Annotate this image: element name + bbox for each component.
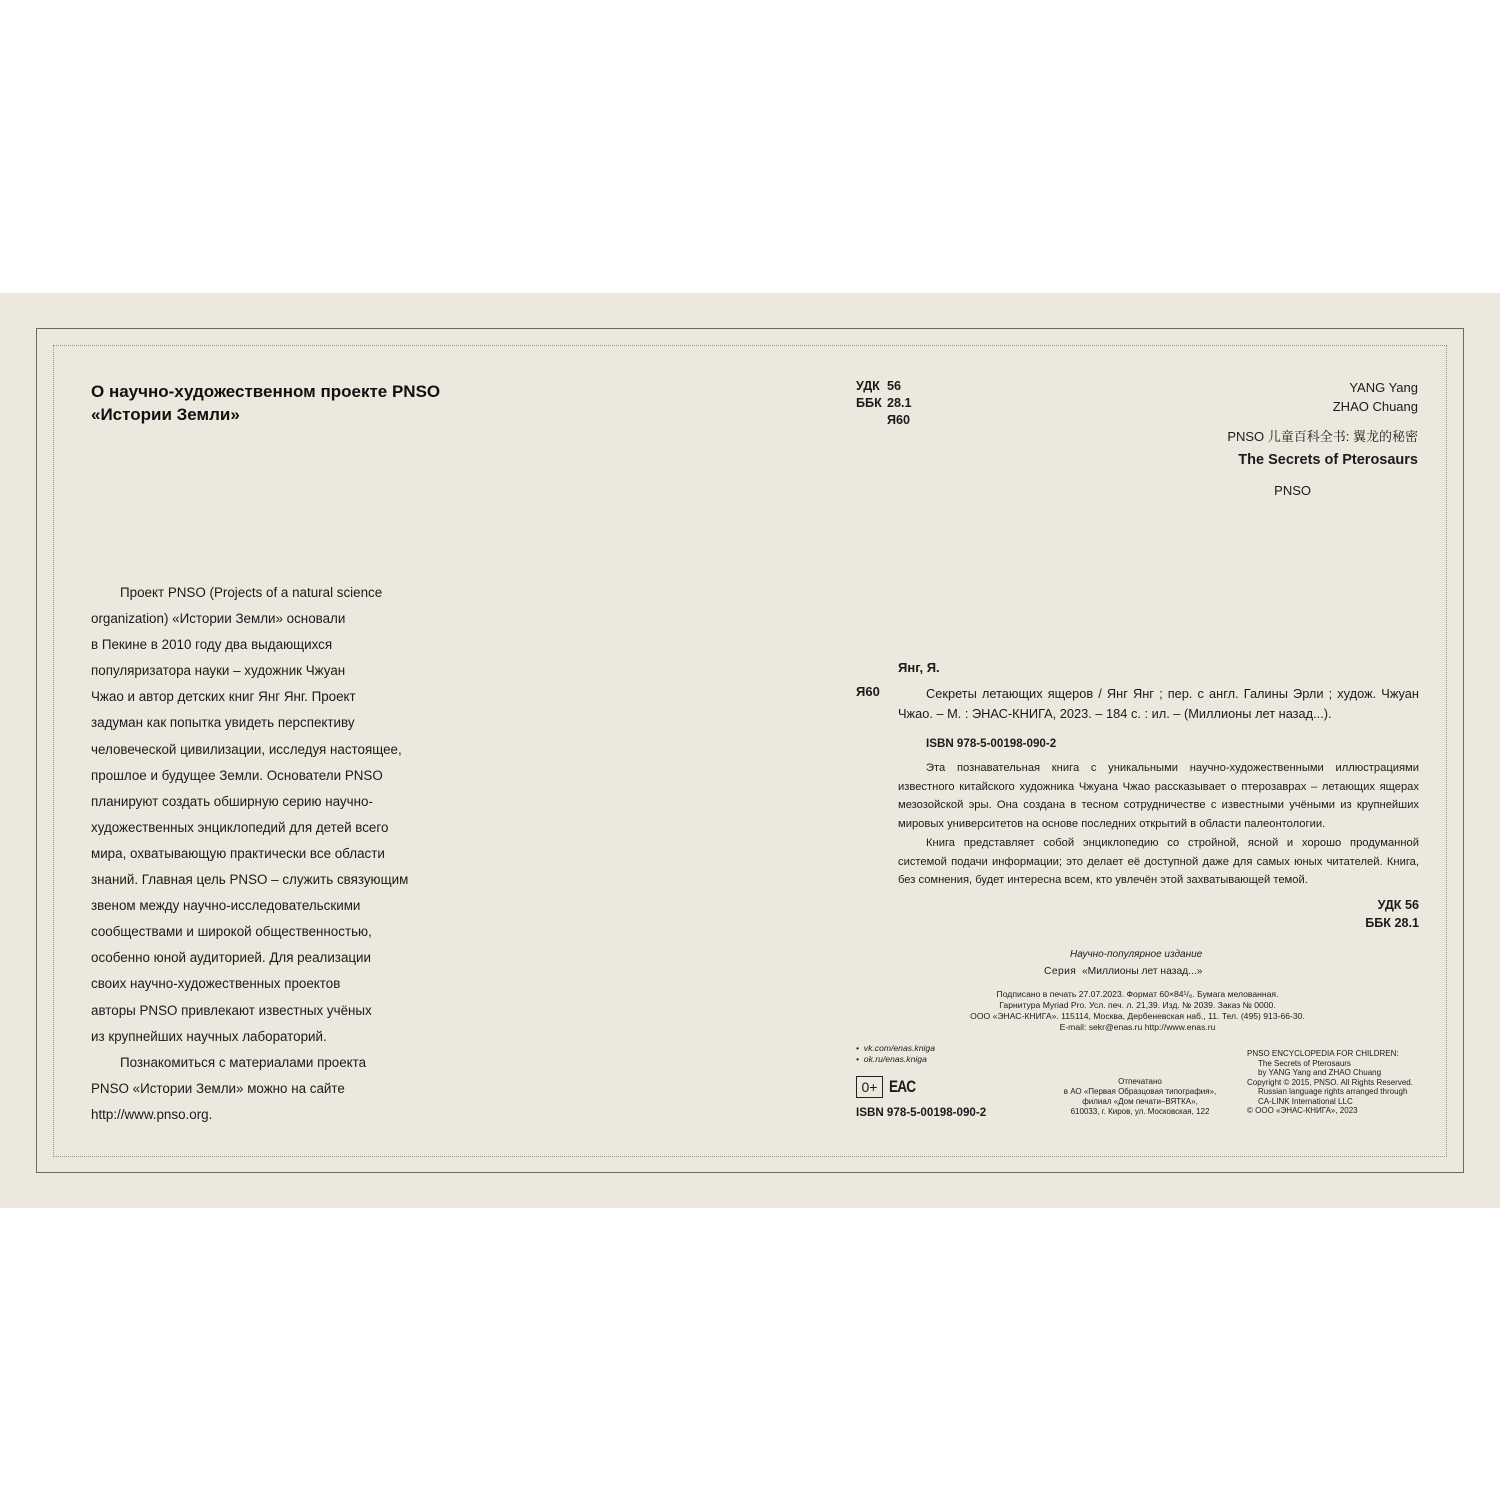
annotation-paragraph-2: Книга представляет собой энциклопедию со стройной, ясной и хорошо продуманной системой подачи информации; это делает её доступной даже для самых юных читателей. Книга, без сомнения, будет интересна всем, кто увлечён этой захватывающей темой. (898, 836, 1419, 887)
copyright-line: Russian language rights arranged through (1258, 1087, 1408, 1096)
biblio-author: Янг, Я. (898, 660, 940, 675)
english-title: The Secrets of Pterosaurs (1238, 452, 1418, 468)
bbk-code: ББК 28.1 (1365, 916, 1419, 930)
series-label: Серия (1044, 966, 1077, 977)
title-line-1: О научно-художественном проекте PNSO (91, 382, 441, 401)
copyright-line: by YANG Yang and ZHAO Chuang (1258, 1068, 1382, 1077)
imprint-contacts: E-mail: sekr@enas.ru http://www.enas.ru (1059, 1022, 1216, 1032)
udk-code: УДК 56 (1377, 898, 1419, 912)
body-line: Чжао и автор детских книг Янг Янг. Проект (91, 689, 356, 705)
author-mark: Я60 (887, 413, 911, 427)
copyright-line: The Secrets of Pterosaurs (1258, 1058, 1351, 1068)
vk-link[interactable]: vk.com/enas.kniga (863, 1043, 935, 1053)
body-line: Познакомиться с материалами проекта (120, 1054, 367, 1070)
body-line: сообществами и широкой общественностью, (91, 924, 372, 940)
udk-label: УДК (856, 379, 880, 393)
copyright-line: Copyright © 2015, PNSO. All Rights Reserved. (1247, 1077, 1413, 1087)
imprint (900, 989, 1375, 1033)
body-line: популяризатора науки – художник Чжуан (91, 663, 346, 679)
body-line: Проект PNSO (Projects of a natural science (120, 585, 383, 600)
body-line: знаний. Главная цель PNSO – служить связующим (91, 872, 409, 888)
bbk-label: ББК (856, 396, 882, 410)
author-1: YANG Yang (1349, 380, 1418, 395)
body-line: человеческой цивилизации, исследуя настоящее, (91, 741, 402, 757)
imprint-line: Подписано в печать 27.07.2023. Формат 60×84¹/₈. Бумага мелованная. (996, 989, 1279, 999)
biblio-code: Я60 (856, 684, 880, 699)
social-links: • vk.com/enas.kniga • ok.ru/enas.kniga (856, 1043, 935, 1064)
ok-link[interactable]: ok.ru/enas.kniga (863, 1054, 927, 1064)
body-line: планируют создать обширную серию научно- (91, 793, 373, 809)
publisher: PNSO (1274, 483, 1311, 498)
body-line: прошлое и будущее Земли. Основатели PNSO (91, 767, 383, 783)
printer-info (1055, 1077, 1225, 1117)
author-2: ZHAO Chuang (1332, 399, 1418, 414)
imprint-line: ООО «ЭНАС-КНИГА». 115114, Москва, Дербеневская наб., 11. Тел. (495) 913-66-30. (970, 1011, 1305, 1021)
left-page-body (91, 580, 411, 1128)
website-link[interactable]: http://www.pnso.org. (91, 1106, 213, 1122)
chinese-title: PNSO 儿童百科全书: 翼龙的秘密 (1227, 429, 1418, 444)
body-line: задуман как попытка увидеть перспективу (91, 715, 355, 731)
eac-mark: EAC (889, 1077, 916, 1096)
bbk-value: 28.1 (887, 396, 912, 410)
isbn-bottom: ISBN 978-5-00198-090-2 (856, 1106, 987, 1119)
isbn: ISBN 978-5-00198-090-2 (926, 737, 1057, 750)
printer-line: в АО «Первая Образцовая типография», (1063, 1087, 1217, 1096)
age-rating-badge: 0+ (856, 1076, 883, 1098)
body-line: авторы PNSO привлекают известных учёных (91, 1002, 372, 1018)
printer-line: 610033, г. Киров, ул. Московская, 122 (1070, 1107, 1210, 1116)
body-line: своих научно-художественных проектов (91, 976, 341, 992)
body-line: organization) «Истории Земли» основали (91, 611, 346, 627)
body-line: из крупнейших научных лабораторий. (91, 1028, 327, 1044)
printer-line: Отпечатано (1118, 1077, 1162, 1086)
copyright-line: © ООО «ЭНАС-КНИГА», 2023 (1247, 1106, 1358, 1115)
annotation (898, 759, 1419, 890)
annotation-paragraph-1: Эта познавательная книга с уникальными научно-художественными иллюстрациями известного китайского художника Чжуана Чжао рассказывает о птерозаврах – летающих ящерах мезозойской эры. Она создана в тесном сотрудничестве с известными учёными из крупнейших мировых университетов на основе последних открытий в области палеонтологии. (898, 762, 1419, 831)
series-name: «Миллионы лет назад...» (1081, 966, 1203, 977)
printer-line: филиал «Дом печати–ВЯТКА», (1082, 1097, 1198, 1106)
body-line: особенно юной аудиторией. Для реализации (91, 950, 372, 966)
imprint-line: Гарнитура Myriad Pro. Усл. печ. л. 21,39. Изд. № 2039. Заказ № 0000. (999, 1000, 1276, 1010)
classification-codes (856, 378, 912, 429)
copyright-line: PNSO ENCYCLOPEDIA FOR CHILDREN: (1247, 1049, 1399, 1058)
edition-type: Научно-популярное издание (1070, 949, 1203, 960)
biblio-description: Секреты летающих ящеров / Янг Янг ; пер. с англ. Галины Эрли ; худож. Чжуан Чжао. – М. : ЭНАС-КНИГА, 2023. – 184 с. : ил. – (Миллионы лет назад...). (898, 686, 1419, 721)
body-line: звеном между научно-исследовательскими (91, 898, 361, 914)
series (1044, 966, 1202, 977)
body-line: в Пекине в 2010 году два выдающихся (91, 637, 333, 653)
body-line: художественных энциклопедий для детей всего (91, 819, 389, 835)
classification-codes-bottom (1365, 896, 1419, 932)
title-line-2: «Истории Земли» (91, 405, 240, 424)
body-line: PNSO «Истории Земли» можно на сайте (91, 1080, 345, 1096)
left-page-title (91, 380, 440, 426)
body-line: мира, охватывающую практически все области (91, 845, 385, 861)
udk-value: 56 (887, 379, 902, 393)
original-authors (1333, 378, 1418, 416)
copyright-block (1247, 1049, 1413, 1116)
copyright-line: CA-LINK International LLC (1258, 1096, 1353, 1106)
